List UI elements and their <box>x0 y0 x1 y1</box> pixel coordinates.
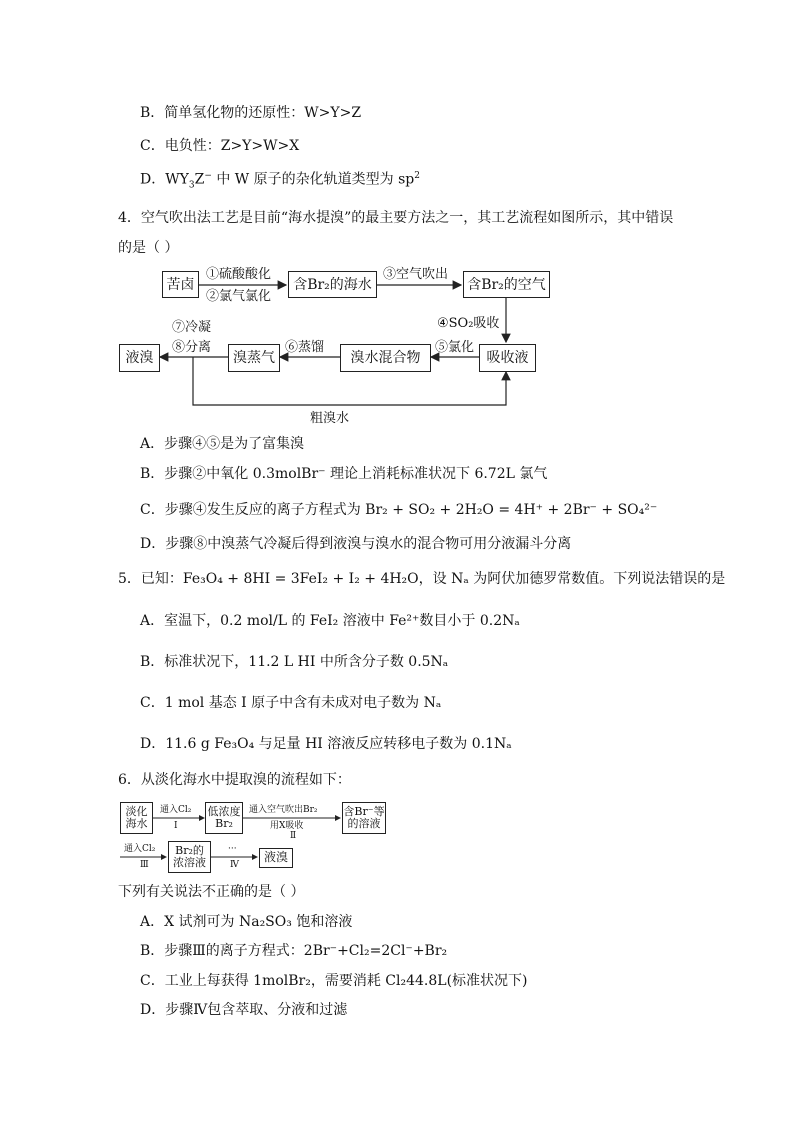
q5-stem: 5．已知：Fe₃O₄ + 8HI = 3FeI₂ + I₂ + 4H₂O，设 Nₐ 为阿伏加德罗常数值。下列说法错误的是 <box>118 571 726 587</box>
q4-stem-line1: 4．空气吹出法工艺是目前“海水提溴”的最主要方法之一，其工艺流程如图所示，其中错误 <box>118 210 674 226</box>
q3-option-b: B．简单氢化物的还原性：W>Y>Z <box>140 105 362 121</box>
q4-option-c: C．步骤④发生反应的离子方程式为 Br₂ + SO₂ + 2H₂O = 4H⁺ + 2Br⁻ + SO₄²⁻ <box>140 502 658 518</box>
q6-stem: 6．从淡化海水中提取溴的流程如下： <box>118 772 351 788</box>
flow-step-7: ⑦冷凝 <box>172 320 212 335</box>
q6-arrow4-top: ··· <box>228 844 237 854</box>
q6-box-br-solution: 含Br⁻等 的溶液 <box>342 802 386 834</box>
flow-bottom-label: 粗溴水 <box>310 411 350 426</box>
q5-option-d: D．11.6 g Fe₃O₄ 与足量 HI 溶液反应转移电子数为 0.1Nₐ <box>140 736 512 752</box>
q6-arrow4-bottom: Ⅳ <box>230 860 239 870</box>
q5-option-b: B．标准状况下，11.2 L HI 中所含分子数 0.5Nₐ <box>140 654 449 670</box>
flow-step-8: ⑧分离 <box>172 340 212 355</box>
flow-box-absorb: 吸收液 <box>479 344 536 372</box>
flow-step-2: ②氯气氯化 <box>206 289 272 304</box>
flow-box-air: 含Br₂的空气 <box>463 271 550 298</box>
q4-option-a: A．步骤④⑤是为了富集溴 <box>140 436 305 452</box>
flow-step-5: ⑤氯化 <box>435 340 475 355</box>
q4-option-d: D．步骤⑧中溴蒸气冷凝后得到液溴与溴水的混合物可用分液漏斗分离 <box>140 536 572 552</box>
q4-option-b: B．步骤②中氧化 0.3molBr⁻ 理论上消耗标准状况下 6.72L 氯气 <box>140 466 548 482</box>
q3-option-d: D．$WY_3Z^-$ 中 W 原子的杂化轨道类型为 $sp^2$ <box>140 171 420 191</box>
q4-stem-line2: 的是（ ） <box>118 240 179 256</box>
flow-box-seawater: 含Br₂的海水 <box>288 271 377 298</box>
flow-step-3: ③空气吹出 <box>383 267 449 282</box>
q6-box-liquid-br: 液溴 <box>259 848 293 868</box>
q6-box-fresh-seawater: 淡化 海水 <box>120 802 153 834</box>
flow-step-1: ①硫酸酸化 <box>206 267 272 282</box>
q6-arrow2-top: 通入空气吹出Br₂ <box>249 805 318 815</box>
flow-box-vapor: 溴蒸气 <box>228 344 280 372</box>
q6-arrow2-bottom1: 用X吸收 <box>270 821 304 831</box>
flow-box-kulu: 苦卤 <box>162 271 199 298</box>
q6-option-d: D．步骤Ⅳ包含萃取、分液和过滤 <box>140 1002 348 1018</box>
q5-option-a: A．室温下，0.2 mol/L 的 FeI₂ 溶液中 Fe²⁺数目小于 0.2Nₐ <box>140 613 520 629</box>
q6-arrow1-top: 通入Cl₂ <box>160 805 192 815</box>
flow-box-liquid: 液溴 <box>119 344 160 372</box>
q6-question: 下列有关说法不正确的是（ ） <box>118 884 305 900</box>
q5-option-c: C．1 mol 基态 I 原子中含有未成对电子数为 Nₐ <box>140 695 442 711</box>
q3-option-c: C．电负性：Z>Y>W>X <box>140 138 300 154</box>
flow-step-6: ⑥蒸馏 <box>285 340 325 355</box>
q6-option-b: B．步骤Ⅲ的离子方程式：2Br⁻+Cl₂=2Cl⁻+Br₂ <box>140 943 448 959</box>
q6-arrow1-bottom: Ⅰ <box>174 821 178 831</box>
q6-arrow2-bottom2: Ⅱ <box>290 831 297 841</box>
q6-box-low-br2: 低浓度 Br₂ <box>205 802 243 834</box>
q6-arrow3-top: 通入Cl₂ <box>124 844 156 854</box>
flow-step-4: ④SO₂吸收 <box>437 316 500 331</box>
q6-option-c: C．工业上每获得 1molBr₂，需要消耗 Cl₂44.8L(标准状况下) <box>140 973 528 989</box>
q6-box-conc-br2: Br₂的 浓溶液 <box>168 841 211 873</box>
q6-option-a: A．X 试剂可为 Na₂SO₃ 饱和溶液 <box>140 914 353 930</box>
q6-arrow3-bottom: Ⅲ <box>140 860 149 870</box>
flow-box-mixture: 溴水混合物 <box>340 344 431 372</box>
